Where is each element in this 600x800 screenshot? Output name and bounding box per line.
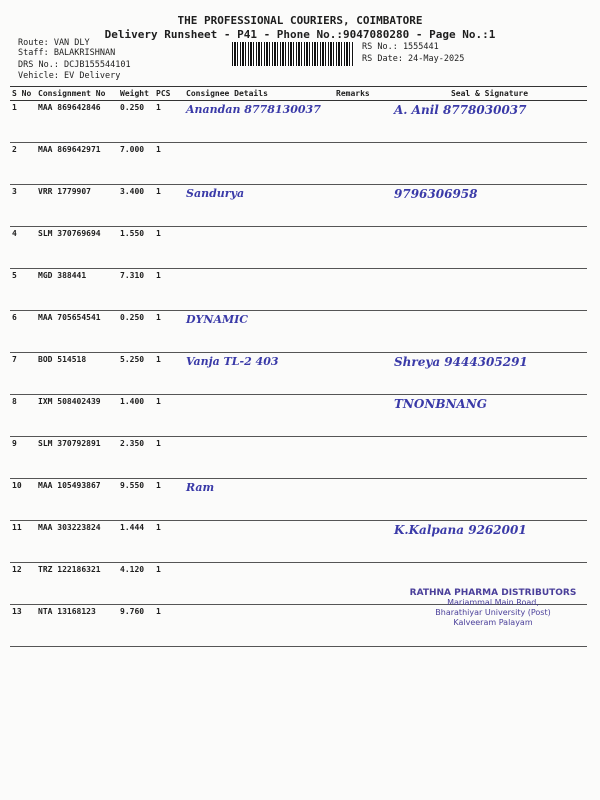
cell-pcs: 1 (154, 395, 184, 437)
cell-signature (392, 311, 587, 353)
cell-consignee (184, 143, 334, 185)
route-label: Route: VAN DLY (18, 38, 90, 48)
cell-pcs: 1 (154, 353, 184, 395)
stamp-line: Bharathiyar University (Post) (435, 608, 551, 617)
cell-sno: 6 (10, 311, 36, 353)
cell-consignee (184, 605, 334, 647)
cell-sno: 1 (10, 101, 36, 143)
cell-consignment-no: VRR 1779907 (36, 185, 118, 227)
table-row (10, 521, 587, 563)
cell-remarks (334, 605, 392, 647)
cell-signature: A. Anil 8778030037 (392, 101, 587, 143)
cell-pcs: 1 (154, 227, 184, 269)
cell-remarks (334, 479, 392, 521)
cell-pcs: 1 (154, 605, 184, 647)
cell-sno: 13 (10, 605, 36, 647)
cell-pcs: 1 (154, 143, 184, 185)
cell-signature: K.Kalpana 9262001 (392, 521, 587, 563)
staff-label: Staff: BALAKRISHNAN (18, 48, 116, 58)
col-header-consignee: Consignee Details (184, 87, 334, 101)
cell-weight: 2.350 (118, 437, 154, 479)
cell-sno: 3 (10, 185, 36, 227)
cell-consignee: DYNAMIC (184, 311, 334, 353)
cell-consignment-no: MAA 869642846 (36, 101, 118, 143)
col-header-weight: Weight (118, 87, 154, 101)
cell-sno: 4 (10, 227, 36, 269)
table-row (10, 227, 587, 269)
col-header-consignment: Consignment No (36, 87, 118, 101)
cell-sno: 10 (10, 479, 36, 521)
cell-remarks (334, 143, 392, 185)
cell-consignee: Vanja TL-2 403 (184, 353, 334, 395)
cell-pcs: 1 (154, 185, 184, 227)
cell-remarks (334, 311, 392, 353)
cell-weight: 1.444 (118, 521, 154, 563)
cell-consignment-no: MAA 705654541 (36, 311, 118, 353)
runsheet-table (10, 86, 587, 647)
stamp-name: RATHNA PHARMA DISTRIBUTORS (409, 588, 577, 598)
stamp-line: Mariammal Main Road, (447, 598, 539, 607)
cell-pcs: 1 (154, 563, 184, 605)
cell-signature (392, 479, 587, 521)
cell-signature (392, 437, 587, 479)
col-header-pcs: PCS (154, 87, 184, 101)
cell-consignee: Anandan 8778130037 (184, 101, 334, 143)
cell-signature (392, 227, 587, 269)
cell-pcs: 1 (154, 269, 184, 311)
cell-consignee (184, 269, 334, 311)
page-title: THE PROFESSIONAL COURIERS, COIMBATORE (177, 14, 423, 27)
cell-remarks (334, 353, 392, 395)
page-subtitle: Delivery Runsheet - P41 - Phone No.:9047080280 - Page No.:1 (104, 28, 496, 41)
stamp-line: Kalveeram Palayam (453, 618, 533, 627)
cell-weight: 7.000 (118, 143, 154, 185)
cell-consignee (184, 395, 334, 437)
cell-remarks (334, 563, 392, 605)
cell-consignment-no: MAA 303223824 (36, 521, 118, 563)
cell-consignee: Sandurya (184, 185, 334, 227)
cell-sno: 5 (10, 269, 36, 311)
cell-pcs: 1 (154, 521, 184, 563)
cell-remarks (334, 437, 392, 479)
cell-weight: 0.250 (118, 311, 154, 353)
barcode-image (232, 42, 354, 66)
cell-weight: 9.760 (118, 605, 154, 647)
cell-consignment-no: TRZ 122186321 (36, 563, 118, 605)
cell-weight: 0.250 (118, 101, 154, 143)
cell-weight: 1.400 (118, 395, 154, 437)
cell-signature: TNONBNANG (392, 395, 587, 437)
cell-remarks (334, 185, 392, 227)
cell-consignment-no: MAA 105493867 (36, 479, 118, 521)
table-row (10, 185, 587, 227)
table-row (10, 143, 587, 185)
cell-pcs: 1 (154, 479, 184, 521)
cell-consignment-no: IXM 508402439 (36, 395, 118, 437)
cell-consignment-no: NTA 13168123 (36, 605, 118, 647)
cell-sno: 7 (10, 353, 36, 395)
cell-weight: 4.120 (118, 563, 154, 605)
cell-remarks (334, 521, 392, 563)
table-row (10, 395, 587, 437)
col-header-signature: Seal & Signature (392, 87, 587, 101)
cell-consignee: Ram (184, 479, 334, 521)
cell-weight: 9.550 (118, 479, 154, 521)
cell-consignment-no: BOD 514518 (36, 353, 118, 395)
cell-weight: 7.310 (118, 269, 154, 311)
table-row (10, 269, 587, 311)
table-row (10, 353, 587, 395)
company-stamp (398, 588, 588, 628)
table-row (10, 479, 587, 521)
cell-signature (392, 269, 587, 311)
cell-remarks (334, 395, 392, 437)
cell-consignment-no: MGD 388441 (36, 269, 118, 311)
cell-sno: 11 (10, 521, 36, 563)
table-row (10, 437, 587, 479)
cell-pcs: 1 (154, 437, 184, 479)
table-header-row (10, 87, 587, 101)
cell-consignee (184, 563, 334, 605)
rs-date-label: RS Date: 24-May-2025 (362, 54, 465, 64)
cell-weight: 1.550 (118, 227, 154, 269)
cell-pcs: 1 (154, 101, 184, 143)
cell-signature (392, 143, 587, 185)
vehicle-label: Vehicle: EV Delivery (18, 71, 121, 81)
cell-signature: 9796306958 (392, 185, 587, 227)
cell-remarks (334, 227, 392, 269)
cell-weight: 5.250 (118, 353, 154, 395)
cell-weight: 3.400 (118, 185, 154, 227)
rs-no-label: RS No.: 1555441 (362, 42, 439, 52)
cell-consignee (184, 437, 334, 479)
cell-pcs: 1 (154, 311, 184, 353)
cell-consignment-no: SLM 370792891 (36, 437, 118, 479)
cell-sno: 12 (10, 563, 36, 605)
table-row (10, 101, 587, 143)
drs-label: DRS No.: DCJB155544101 (18, 60, 131, 70)
cell-consignment-no: SLM 370769694 (36, 227, 118, 269)
cell-remarks (334, 269, 392, 311)
cell-consignee (184, 521, 334, 563)
col-header-sno: S No (10, 87, 36, 101)
cell-consignee (184, 227, 334, 269)
cell-signature: Shreya 9444305291 (392, 353, 587, 395)
cell-remarks (334, 101, 392, 143)
cell-sno: 8 (10, 395, 36, 437)
cell-sno: 9 (10, 437, 36, 479)
cell-consignment-no: MAA 869642971 (36, 143, 118, 185)
table-row (10, 311, 587, 353)
col-header-remarks: Remarks (334, 87, 392, 101)
cell-sno: 2 (10, 143, 36, 185)
